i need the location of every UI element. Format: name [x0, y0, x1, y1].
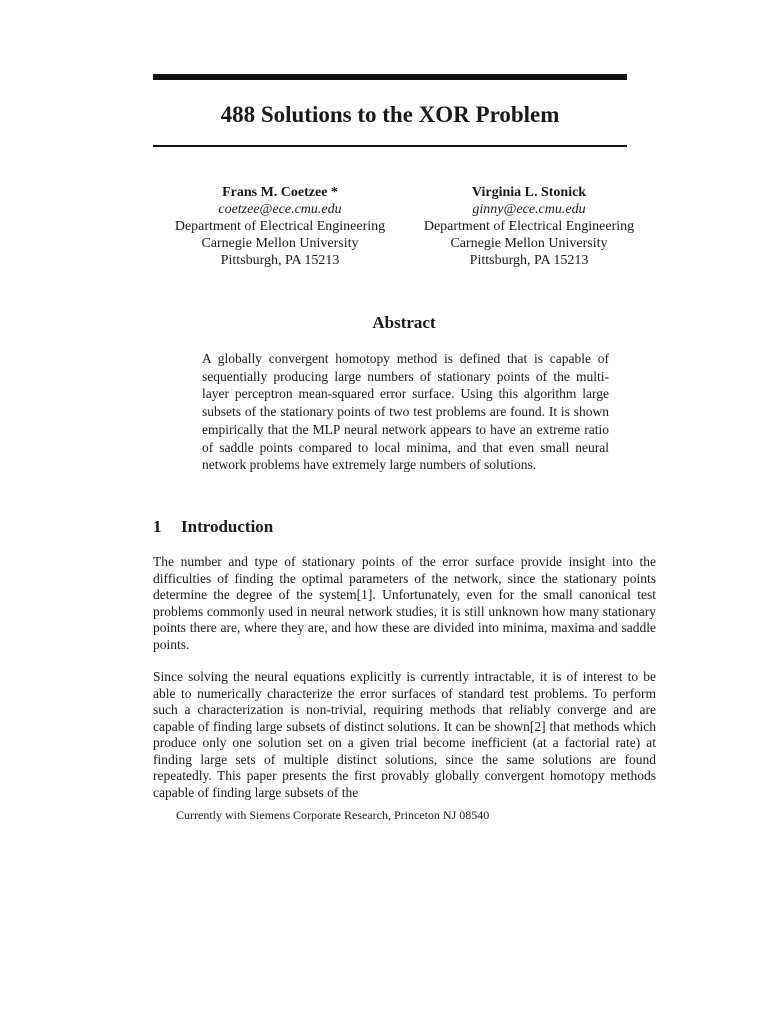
body-paragraph: Since solving the neural equations explicitly is currently intractable, it is of interest to be able to numerically characterize the error surfaces of standard test problems. To perform such a characterization is non-trivial, requiring methods that reliably converge and are capable of finding large subsets of distinct solutions. It can be shown[2] that methods which produce only one solution set on a given trial become inefficient (at a factorial rate) at finding large sets of multiple distinct solutions, since the same solutions are found repeatedly. This paper presents the first provably globally convergent homotopy methods capable of finding large subsets of the — [153, 669, 656, 800]
footnote: Currently with Siemens Corporate Research, Princeton NJ 08540 — [176, 808, 490, 822]
section-title: Introduction — [181, 517, 274, 536]
paper-title: 488 Solutions to the XOR Problem — [220, 102, 560, 127]
section-heading — [153, 516, 273, 538]
author-block-1 — [155, 184, 405, 269]
abstract-text: A globally convergent homotopy method is defined that is capable of sequentially producing large numbers of stationary points of the multi-layer perceptron mean-squared error surface. Using this algorithm large subsets of the stationary points of two test problems are found. It is shown empirically that the MLP neural network appears to have an extreme ratio of saddle points compared to local minima, and that even small neural network problems have extremely large numbers of solutions. — [202, 351, 609, 473]
author-email: ginny@ece.cmu.edu — [472, 202, 586, 217]
title-top-rule — [153, 74, 627, 80]
author-email: coetzee@ece.cmu.edu — [218, 202, 342, 217]
abstract-heading: Abstract — [372, 313, 436, 332]
author-university: Carnegie Mellon University — [450, 236, 608, 251]
author-department: Department of Electrical Engineering — [423, 219, 635, 234]
author-block-2 — [404, 184, 654, 269]
body-paragraph: The number and type of stationary points of the error surface provide insight into the difficulties of finding the optimal parameters of the network, since the stationary points determine the degree of the system[1]. Unfortunately, even for the small canonical test problems commonly used in neural network studies, it is still unknown how many stationary points there are, where they are, and how these are divided into minima, maxima and saddle points. — [153, 554, 656, 652]
author-university: Carnegie Mellon University — [201, 236, 359, 251]
author-location: Pittsburgh, PA 15213 — [469, 253, 589, 268]
title-bottom-rule — [153, 145, 627, 147]
author-location: Pittsburgh, PA 15213 — [220, 253, 340, 268]
section-number: 1 — [153, 517, 162, 536]
author-department: Department of Electrical Engineering — [174, 219, 386, 234]
author-name: Virginia L. Stonick — [471, 185, 587, 200]
author-name: Frans M. Coetzee * — [222, 185, 338, 200]
